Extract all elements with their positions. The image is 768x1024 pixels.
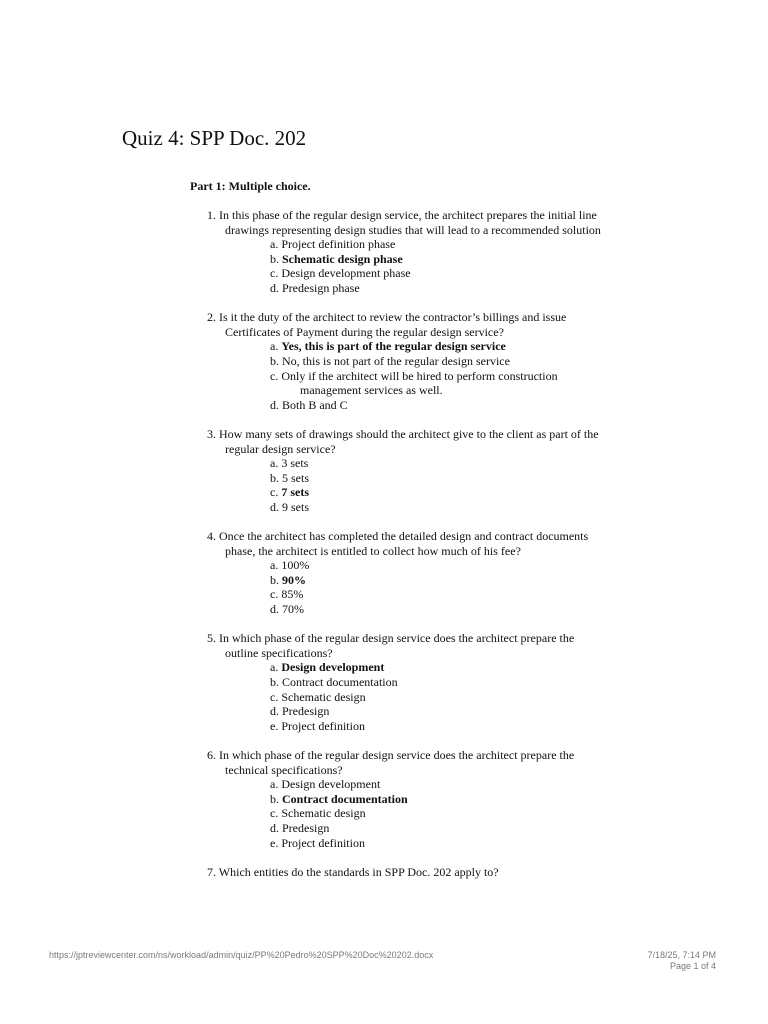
question-7: [207, 865, 607, 880]
question-4: [207, 529, 607, 617]
option-text: Schematic design phase: [282, 251, 403, 266]
option-d: [270, 704, 607, 719]
question-list: [207, 208, 607, 894]
option-letter: d.: [270, 602, 279, 617]
option-text: Predesign: [282, 704, 330, 719]
option-list: [207, 777, 607, 850]
option-letter: d.: [270, 820, 279, 835]
option-text: Contract documentation: [282, 675, 398, 689]
option-letter: a.: [270, 456, 279, 471]
option-a-correct: [270, 339, 607, 354]
option-a: [270, 237, 607, 252]
option-letter: b.: [270, 470, 279, 485]
option-letter: a.: [270, 777, 279, 792]
option-b: [270, 675, 607, 690]
option-d: [270, 398, 607, 413]
option-letter: c.: [270, 689, 279, 704]
option-letter: b.: [270, 675, 279, 689]
option-text: Design development: [281, 777, 381, 792]
option-letter: d.: [270, 397, 279, 412]
option-d: [270, 821, 607, 836]
option-c: [270, 690, 607, 705]
option-letter: e.: [270, 718, 279, 733]
option-b-correct: [270, 252, 607, 267]
option-b-correct: [270, 573, 607, 588]
option-text: Project definition: [281, 718, 365, 733]
option-c: [270, 806, 607, 821]
option-list: [207, 660, 607, 733]
footer-url: https://jptreviewcenter.com/ns/workload/admin/quiz/PP%20Pedro%20SPP%20Doc%20202.docx: [49, 950, 434, 960]
option-text: Project definition phase: [281, 237, 396, 252]
option-letter: c.: [270, 806, 279, 821]
question-text: 6. In which phase of the regular design service does the architect prepare the technical specifications?: [207, 747, 575, 777]
question-text: 2. Is it the duty of the architect to review the contractor’s billings and issue Certificates of Payment during the regular design service?: [207, 310, 567, 339]
option-text: 85%: [281, 587, 304, 602]
option-a: [270, 777, 607, 792]
question-3: [207, 427, 607, 515]
option-letter: b.: [270, 572, 279, 587]
part-heading: Part 1: Multiple choice.: [190, 179, 311, 193]
option-letter: c.: [270, 587, 279, 602]
option-text: 90%: [282, 572, 306, 587]
option-letter: e.: [270, 835, 279, 850]
option-b: [270, 471, 607, 486]
option-text: 3 sets: [281, 456, 309, 471]
option-b: [270, 354, 607, 369]
question-text: 4. Once the architect has completed the detailed design and contract documents phase, the architect is entitled to collect how much of his fee?: [207, 529, 589, 558]
option-letter: b.: [270, 791, 279, 806]
option-text: Both B and C: [282, 397, 348, 412]
option-e: [270, 719, 607, 734]
option-letter: b.: [270, 251, 279, 266]
option-text: Project definition: [281, 835, 365, 850]
option-letter: a.: [270, 237, 279, 252]
option-text: 9 sets: [282, 499, 309, 514]
option-c: [270, 587, 607, 602]
option-letter: d.: [270, 499, 279, 514]
option-text: Schematic design: [281, 806, 366, 821]
footer-datetime: 7/18/25, 7:14 PM: [647, 950, 716, 960]
option-letter: a.: [270, 339, 279, 354]
option-letter: a.: [270, 660, 279, 675]
question-text: 1. In this phase of the regular design service, the architect prepares the initial line drawings representing design studies that will lead to a recommended solution: [207, 208, 601, 237]
option-text: 70%: [282, 602, 304, 617]
option-letter: d.: [270, 280, 279, 295]
option-d: [270, 281, 607, 296]
option-a: [270, 558, 607, 573]
question-text: 3. How many sets of drawings should the architect give to the client as part of the regular design service?: [207, 426, 599, 456]
option-list: [207, 558, 607, 616]
option-text-continuation: management services as well.: [300, 383, 443, 398]
option-letter: b.: [270, 353, 279, 368]
option-letter: a.: [270, 558, 279, 573]
option-letter: c.: [270, 266, 279, 281]
question-2: [207, 310, 607, 412]
option-letter: d.: [270, 704, 279, 719]
footer-page-number: Page 1 of 4: [669, 961, 716, 971]
option-text: Only if the architect will be hired to perform construction: [281, 368, 558, 383]
option-b-correct: [270, 792, 607, 807]
option-text: Design development phase: [281, 266, 411, 281]
option-text: 100%: [281, 558, 310, 573]
option-d: [270, 602, 607, 617]
option-c-correct: [270, 485, 607, 500]
option-letter: c.: [270, 485, 279, 500]
option-text: 7 sets: [281, 485, 309, 500]
option-c: [270, 369, 607, 398]
option-letter: c.: [270, 368, 279, 383]
option-d: [270, 500, 607, 515]
question-text: 5. In which phase of the regular design service does the architect prepare the outline specifications?: [207, 631, 575, 660]
option-a: [270, 456, 607, 471]
question-5: [207, 631, 607, 733]
footer-meta: [647, 950, 716, 972]
option-text: 5 sets: [282, 470, 309, 485]
option-a-correct: [270, 660, 607, 675]
option-c: [270, 266, 607, 281]
page-title: Quiz 4: SPP Doc. 202: [122, 126, 307, 150]
option-text: Predesign phase: [282, 280, 360, 295]
option-list: [207, 456, 607, 514]
option-text: Design development: [281, 660, 385, 675]
option-text: Predesign: [282, 820, 330, 835]
option-list: [207, 339, 607, 412]
question-1: [207, 208, 607, 296]
option-e: [270, 836, 607, 851]
question-text: 7. Which entities do the standards in SPP Doc. 202 apply to?: [207, 864, 499, 879]
option-text: Contract documentation: [282, 791, 408, 806]
option-list: [207, 237, 607, 295]
option-text: No, this is not part of the regular design service: [282, 353, 510, 368]
option-text: Yes, this is part of the regular design service: [281, 339, 506, 354]
option-text: Schematic design: [281, 689, 366, 704]
question-6: [207, 748, 607, 850]
